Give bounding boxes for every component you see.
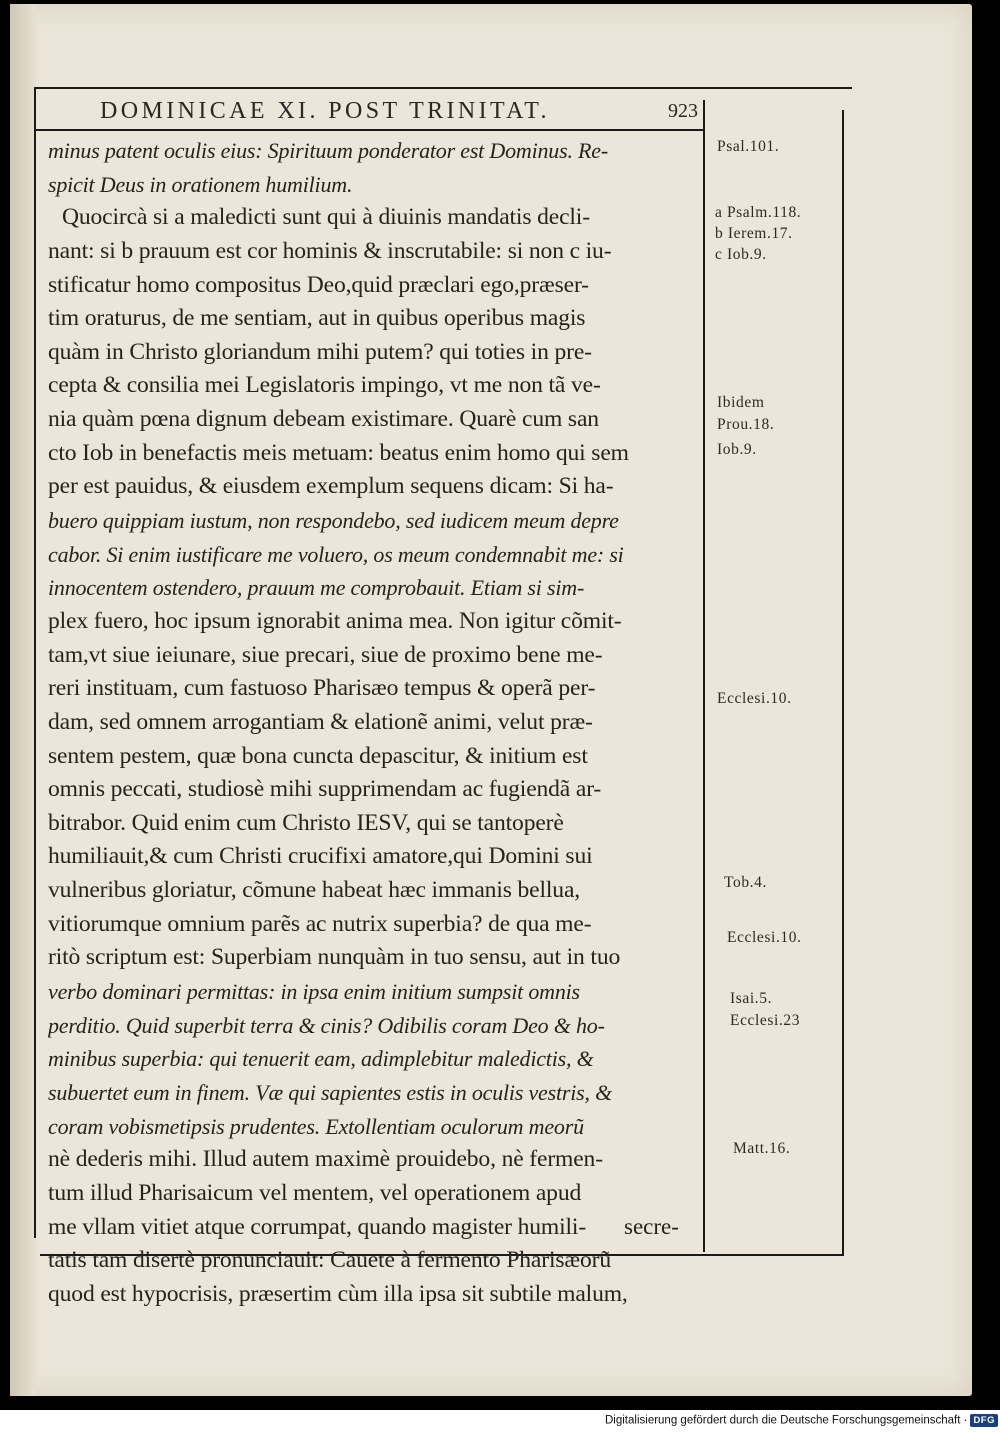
text-line: minus patent oculis eius: Spirituum ponderator est Dominus. Re- xyxy=(48,138,608,163)
marginal-note: Psal.101. xyxy=(717,138,780,155)
text-line: ritò scriptum est: Superbiam nunquàm in tuo sensu, aut in tuo xyxy=(48,944,621,971)
text-line: innocentem ostendero, prauum me comprobauit. Etiam si sim- xyxy=(48,575,585,601)
text-line: tam,vt siue ieiunare, siue precari, siue de proximo bene me- xyxy=(48,641,603,668)
dfg-logo: DFG xyxy=(970,1414,998,1427)
page-gutter xyxy=(10,4,36,1396)
body-text xyxy=(48,134,702,1311)
text-line: subuertet eum in finem. Væ qui sapientes estis in oculis vestris, & xyxy=(48,1079,613,1105)
text-line: vitiorumque omnium parẽs ac nutrix superbia? de qua me- xyxy=(48,910,592,937)
text-line: Quocircà si a maledicti sunt qui à diuinis mandatis decli- xyxy=(62,204,590,231)
text-line: nant: si b prauum est cor hominis & inscrutabile: si non c iu- xyxy=(48,237,612,264)
marginal-note: c Iob.9. xyxy=(715,246,767,263)
text-line: coram vobismetipsis prudentes. Extollentiam oculorum meorũ xyxy=(48,1113,584,1139)
text-right-border xyxy=(703,100,705,1252)
running-title: DOMINICAE XI. POST TRINITAT. xyxy=(100,98,550,124)
text-line: nè dederis mihi. Illud autem maximè prouidebo, nè fermen- xyxy=(48,1146,603,1173)
text-line: cepta & consilia mei Legislatoris impingo, vt me non tã ve- xyxy=(48,372,601,399)
text-line: verbo dominari permittas: in ipsa enim initium sumpsit omnis xyxy=(48,979,580,1005)
text-line: tim oraturus, de me sentiam, aut in quibus operibus magis xyxy=(48,305,586,332)
marginal-note: Matt.16. xyxy=(733,1140,791,1157)
text-line: sentem pestem, quæ bona cuncta depascitur, & initium est xyxy=(48,742,588,769)
text-line: reri instituam, cum fastuoso Pharisæo tempus & operã per- xyxy=(48,675,596,702)
text-line: omnis peccati, studiosè mihi supprimendam ac fugiendã ar- xyxy=(48,776,602,803)
text-line: tatis tam disertè pronunciauit: Cauete à fermento Pharisæorũ xyxy=(48,1247,611,1274)
marginal-note: b Ierem.17. xyxy=(715,225,793,242)
margin-right-border xyxy=(842,110,844,1255)
text-line: minibus superbia: qui tenuerit eam, adimplebitur maledictis, & xyxy=(48,1046,594,1072)
text-line: cabor. Si enim iustificare me voluero, os meum condemnabit me: si xyxy=(48,541,624,567)
marginal-note: a Psalm.118. xyxy=(715,204,802,221)
text-line: dam, sed omnem arrogantiam & elationẽ animi, velut præ- xyxy=(48,708,593,735)
text-line: spicit Deus in orationem humilium. xyxy=(48,171,353,197)
text-left-border xyxy=(34,88,36,1238)
header-top-rule xyxy=(34,87,852,89)
text-line: per est pauidus, & eiusdem exemplum sequens dicam: Si ha- xyxy=(48,473,614,500)
marginal-note: Ecclesi.10. xyxy=(717,690,792,707)
text-line: cto Iob in benefactis meis metuam: beatus enim homo qui sem xyxy=(48,439,629,466)
catchword: secre- xyxy=(624,1214,679,1239)
marginal-note: Ecclesi.23 xyxy=(730,1012,801,1029)
marginal-note: Isai.5. xyxy=(730,990,773,1007)
digitization-credit xyxy=(605,1414,998,1427)
text-line: bitrabor. Quid enim cum Christo IESV, qui se tantoperè xyxy=(48,809,564,836)
credit-text: Digitalisierung gefördert durch die Deutsche Forschungsgemeinschaft · xyxy=(605,1414,968,1427)
text-line: quod est hypocrisis, præsertim cùm illa ipsa sit subtile malum, xyxy=(48,1280,628,1307)
text-line: perditio. Quid superbit terra & cinis? Odibilis coram Deo & ho- xyxy=(48,1012,605,1038)
text-line: me vllam vitiet atque corrumpat, quando magister humili- xyxy=(48,1213,587,1240)
text-line: plex fuero, hoc ipsum ignorabit anima mea. Non igitur cõmit- xyxy=(48,607,622,634)
marginal-note: Iob.9. xyxy=(717,441,757,458)
text-line: buero quippiam iustum, non respondebo, sed iudicem meum depre xyxy=(48,508,619,534)
text-line: vulneribus gloriatur, cõmune habeat hæc immanis bellua, xyxy=(48,877,581,904)
page-header xyxy=(100,98,700,130)
text-line: tum illud Pharisaicum vel mentem, vel operationem apud xyxy=(48,1179,582,1206)
text-line: quàm in Christo gloriandum mihi putem? qui toties in pre- xyxy=(48,338,592,365)
marginal-note: Ecclesi.10. xyxy=(727,929,802,946)
page-number: 923 xyxy=(668,100,698,122)
text-line: stificatur homo compositus Deo,quid præclari ego,præser- xyxy=(48,271,589,298)
text-line: humiliauit,& cum Christi crucifixi amatore,qui Domini sui xyxy=(48,843,593,870)
marginal-note: Ibidem xyxy=(717,394,765,411)
text-line: nia quàm pœna dignum debeam existimare. Quarè cum san xyxy=(48,406,599,433)
marginal-note: Prou.18. xyxy=(717,416,775,433)
marginal-note: Tob.4. xyxy=(724,874,767,891)
